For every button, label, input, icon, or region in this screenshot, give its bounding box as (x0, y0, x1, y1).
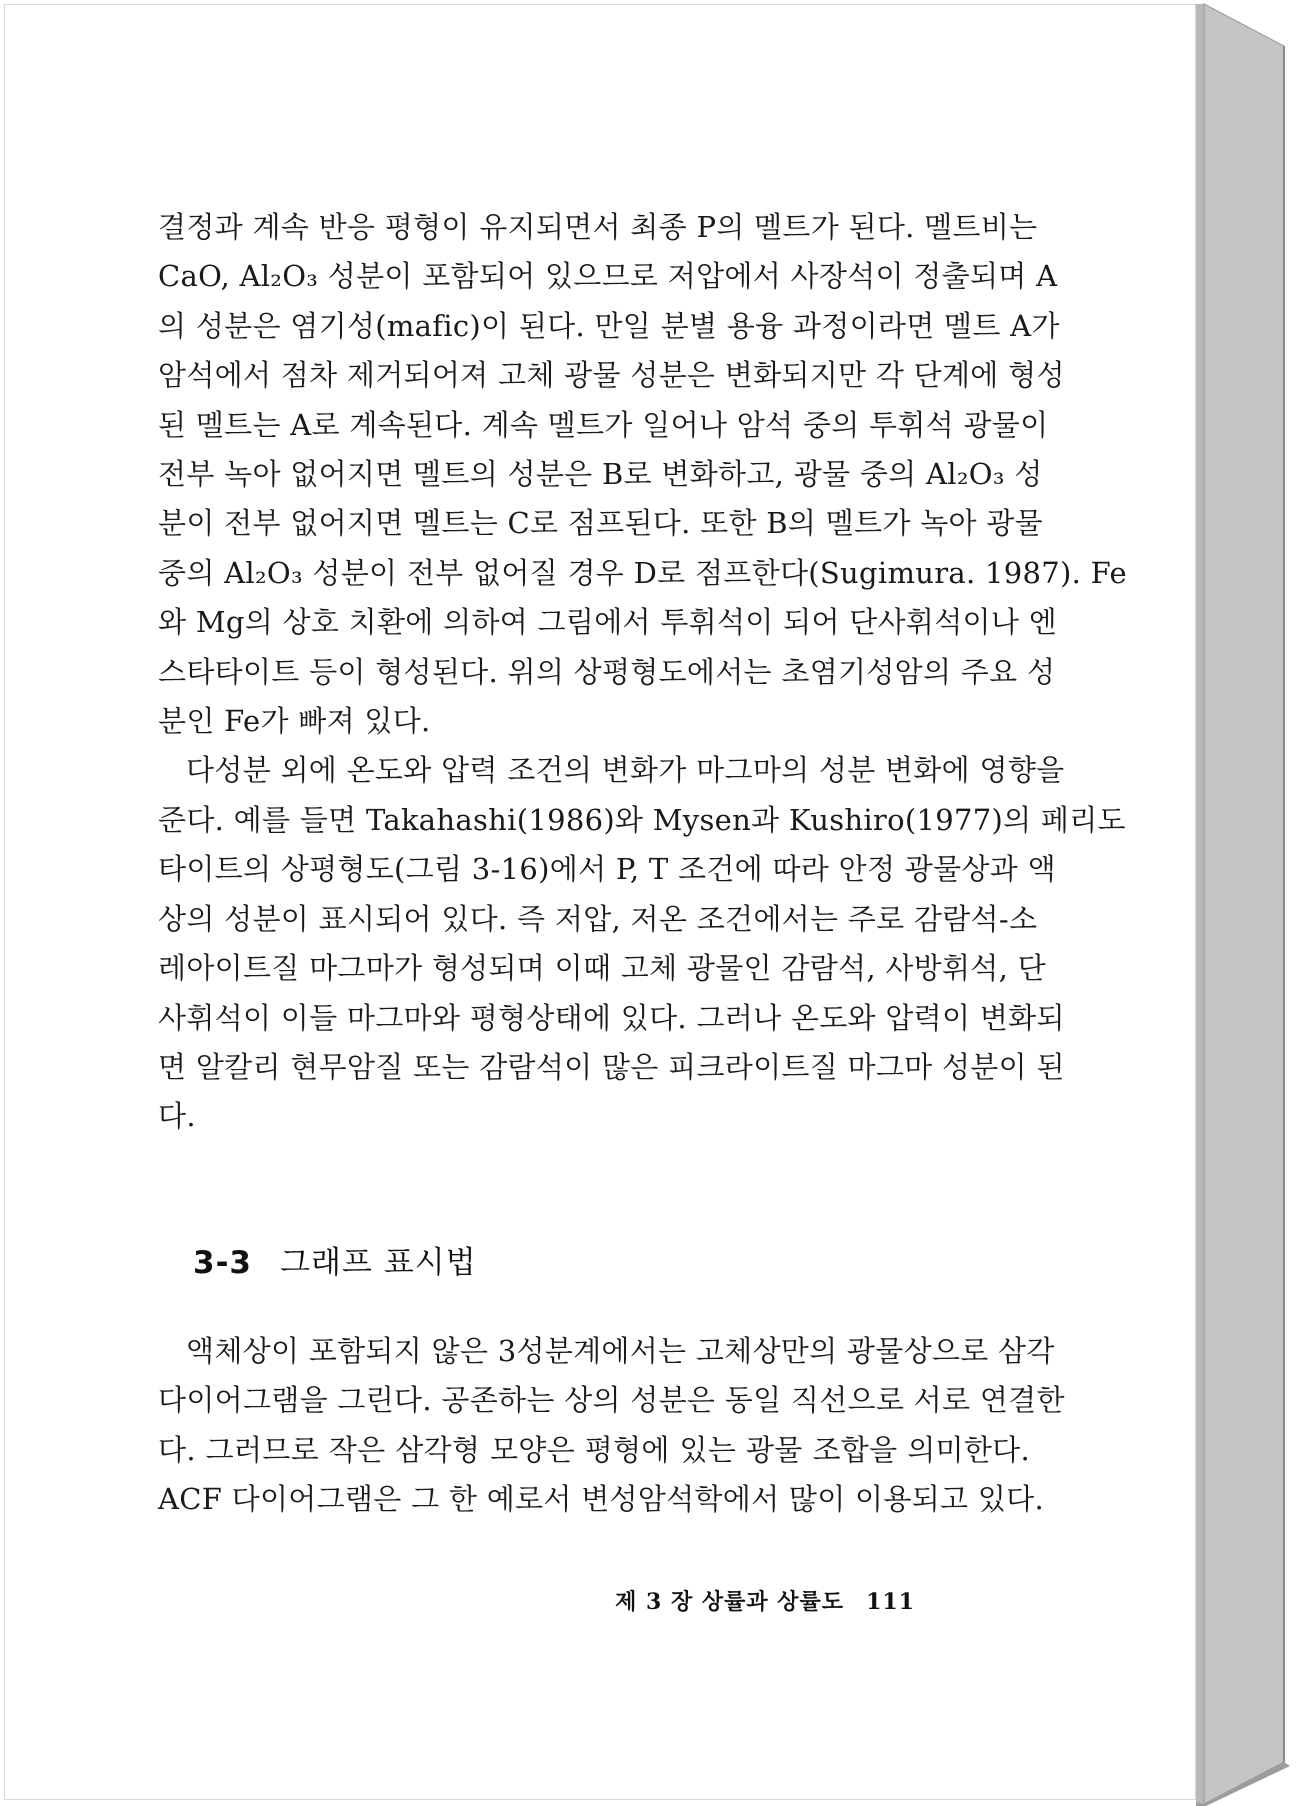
text-line: 결정과 계속 반응 평형이 유지되면서 최종 P의 멜트가 된다. 멜트비는 (158, 210, 1038, 244)
text-line: 다이어그램을 그린다. 공존하는 상의 성분은 동일 직선으로 서로 연결한 (158, 1383, 1065, 1418)
text-line: 다성분 외에 온도와 압력 조건의 변화가 마그마의 성분 변화에 영향을 (186, 753, 1065, 788)
text-line: 암석에서 점차 제거되어져 고체 광물 성분은 변화되지만 각 단계에 형성 (158, 358, 1065, 393)
text-line: 사휘석이 이들 마그마와 평형상태에 있다. 그러나 온도와 압력이 변화되 (158, 1000, 1065, 1035)
section-heading (193, 1237, 477, 1282)
text-line: 스타타이트 등이 형성된다. 위의 상평형도에서는 초염기성암의 주요 성 (158, 654, 1056, 689)
text-line: 상의 성분이 표시되어 있다. 즉 저압, 저온 조건에서는 주로 감람석-소 (158, 901, 1038, 936)
text-line: CaO, Al₂O₃ 성분이 포함되어 있으므로 저압에서 사장석이 정출되며 A (158, 259, 1058, 294)
text-line: 액체상이 포함되지 않은 3성분계에서는 고체상만의 광물상으로 삼각 (186, 1334, 1055, 1368)
paragraph-1 (158, 203, 1127, 746)
body-text-lower (158, 1327, 1065, 1525)
running-footer (615, 1585, 915, 1616)
text-line: 면 알칼리 현무암질 또는 감람석이 많은 피크라이트질 마그마 성분이 된 (158, 1049, 1065, 1084)
body-text-upper (158, 203, 1127, 1142)
page-number: 111 (866, 1589, 915, 1615)
text-line: 의 성분은 염기성(mafic)이 된다. 만일 분별 용융 과정이라면 멜트 A가 (158, 308, 1060, 343)
text-line: 레아이트질 마그마가 형성되며 이때 고체 광물인 감람석, 사방휘석, 단 (158, 951, 1046, 986)
text-line: 전부 녹아 없어지면 멜트의 성분은 B로 변화하고, 광물 중의 Al₂O₃ 성 (158, 457, 1043, 492)
text-line: 다. 그러므로 작은 삼각형 모양은 평형에 있는 광물 조합을 의미한다. (158, 1432, 1030, 1467)
text-line: ACF 다이어그램은 그 한 예로서 변성암석학에서 많이 이용되고 있다. (158, 1482, 1044, 1517)
text-line: 분이 전부 없어지면 멜트는 C로 점프된다. 또한 B의 멜트가 녹아 광물 (158, 506, 1043, 541)
paragraph-2 (158, 746, 1126, 1141)
paragraph-3 (158, 1327, 1065, 1525)
chapter-title: 제 3 장 상률과 상률도 (615, 1589, 845, 1615)
text-line: 와 Mg의 상호 치환에 의하여 그림에서 투휘석이 되어 단사휘석이나 엔 (158, 605, 1058, 640)
text-line: 된 멜트는 A로 계속된다. 계속 멜트가 일어나 암석 중의 투휘석 광물이 (158, 407, 1049, 442)
book-page (4, 4, 1196, 1800)
section-title: 그래프 표시법 (280, 1245, 477, 1281)
section-number: 3-3 (193, 1245, 253, 1281)
text-line: 타이트의 상평형도(그림 3-16)에서 P, T 조건에 따라 안정 광물상과 액 (158, 852, 1056, 887)
text-line: 다. (158, 1099, 196, 1134)
text-line: 분인 Fe가 빠져 있다. (158, 704, 431, 739)
text-line: 준다. 예를 들면 Takahashi(1986)와 Mysen과 Kushiro(1977)의 페리도 (158, 802, 1126, 837)
text-line: 중의 Al₂O₃ 성분이 전부 없어질 경우 D로 점프한다(Sugimura. 1987). Fe (158, 555, 1127, 590)
